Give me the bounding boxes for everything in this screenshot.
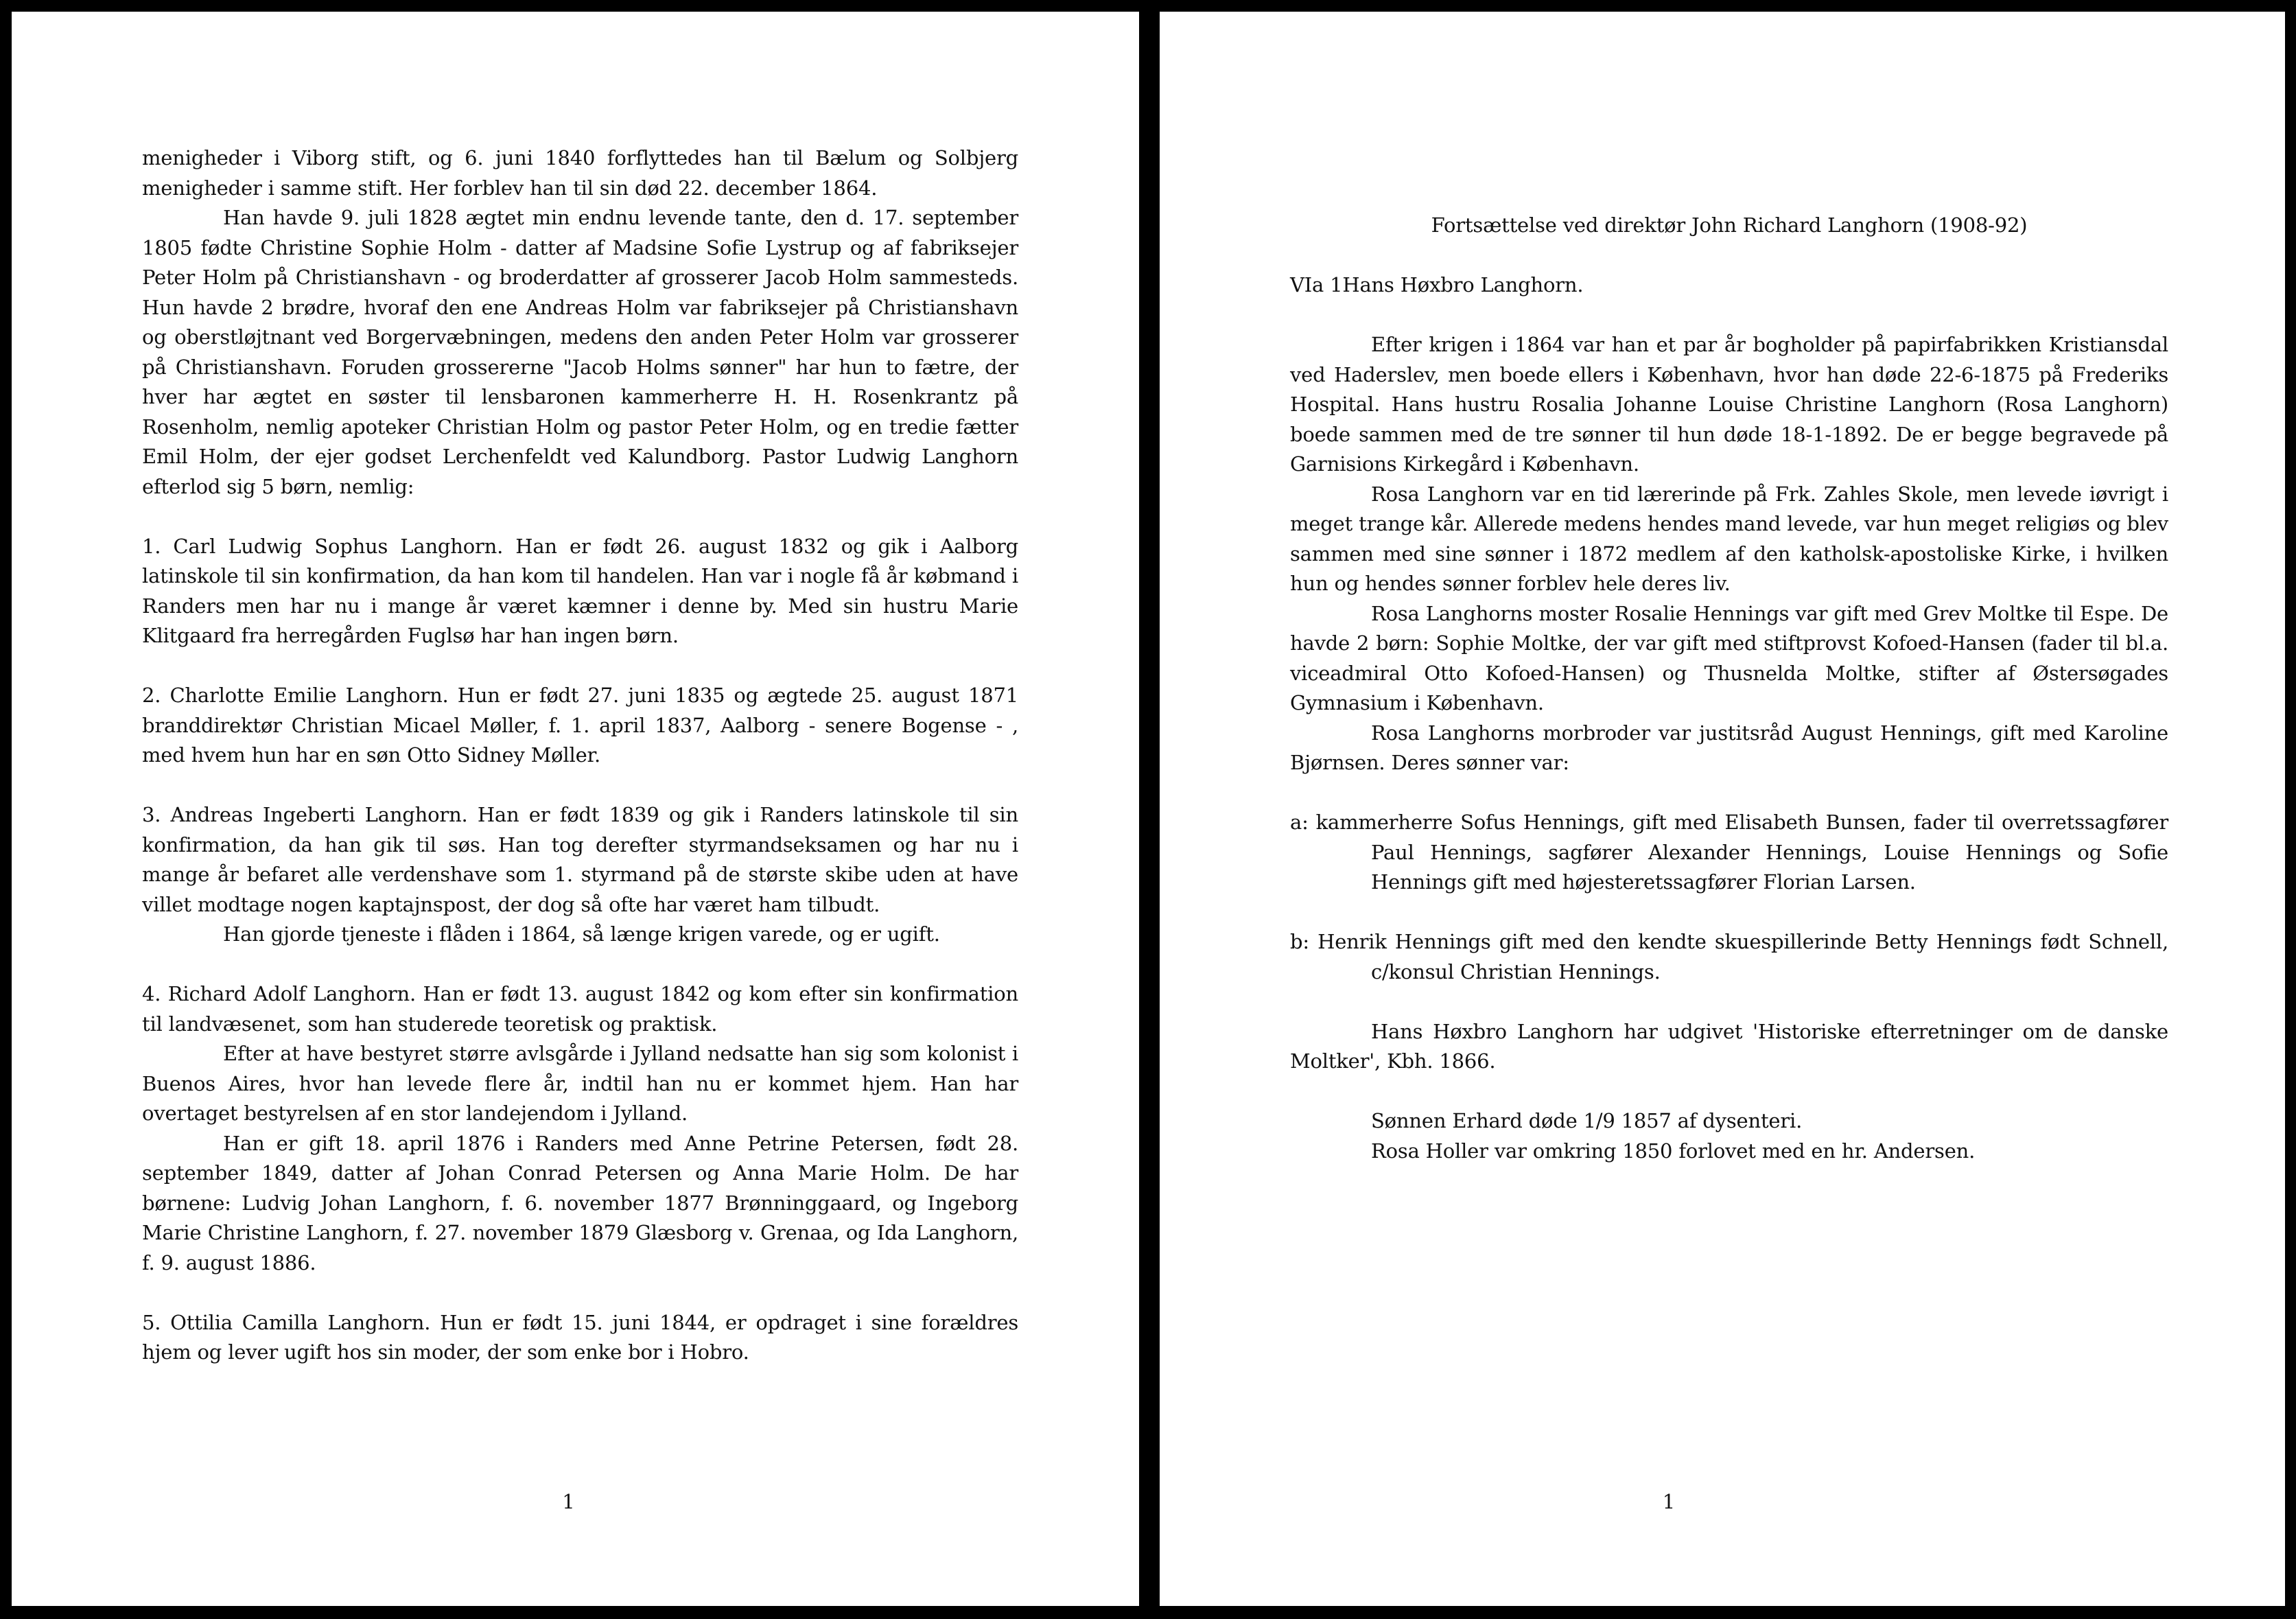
right-page <box>1160 12 2285 1606</box>
left-page-body <box>142 143 1018 1368</box>
paragraph: Efter krigen i 1864 var han et par år bogholder på papirfabrikken Kristiansdal ved Haderslev, men boede ellers i København, hvor han døde 22-6-1875 på Frederiks Hospital. Hans hustru Rosalia Johanne Louise Christine Langhorn (Rosa Langhorn) boede sammen med de tre sønner til hun døde 18-1-1892. De er begge begravede på Garnisions Kirkegård i København. <box>1290 333 2168 476</box>
list-item-b: b: Henrik Hennings gift med den kendte skuespillerinde Betty Hennings født Schnell, c/konsul Christian Hennings. <box>1290 930 2168 983</box>
paragraph: Rosa Langhorn var en tid lærerinde på Frk. Zahles Skole, men levede iøvrigt i meget trange kår. Allerede medens hendes mand levede, var hun meget religiøs og blev sammen med sine sønner i 1872 medlem af den katholsk-apostoliske Kirke, i hvilken hun og hendes sønner forblev hele deres liv. <box>1290 482 2168 595</box>
left-page <box>12 12 1139 1606</box>
child-entry-4: 4. Richard Adolf Langhorn. Han er født 13. august 1842 og kom efter sin konfirmation til landvæsenet, som han studerede teoretisk og praktisk. <box>142 982 1018 1036</box>
child-entry-5: 5. Ottilia Camilla Langhorn. Hun er født 15. juni 1844, er opdraget i sine forældres hjem og lever ugift hos sin moder, der som enke bor i Hobro. <box>142 1310 1018 1364</box>
list-item-a: a: kammerherre Sofus Hennings, gift med Elisabeth Bunsen, fader til overretssagfører Paul Hennings, sagfører Alexander Hennings, Louise Hennings og Sofie Hennings gift med højesteretssagfører Florian Larsen. <box>1290 811 2168 894</box>
paragraph: Han gjorde tjeneste i flåden i 1864, så længe krigen varede, og er ugift. <box>223 922 940 946</box>
page-heading: Fortsættelse ved direktør John Richard Langhorn (1908-92) <box>1431 213 2028 237</box>
child-entry-3: 3. Andreas Ingeberti Langhorn. Han er født 1839 og gik i Randers latinskole til sin konfirmation, da han gik til søs. Han tog derefter styrmandseksamen og har nu i mange år befaret alle verdenshave som 1. styrmand på de største skibe uden at have villet modtage nogen kaptajnspost, der dog så ofte har været ham tilbudt. <box>142 803 1018 916</box>
paragraph: Hans Høxbro Langhorn har udgivet 'Historiske efterretninger om de danske Moltker', Kbh. 1866. <box>1290 1019 2168 1073</box>
page-number: 1 <box>1662 1490 1676 1513</box>
section-title: VIa 1Hans Høxbro Langhorn. <box>1290 273 1584 296</box>
page-number: 1 <box>562 1490 575 1513</box>
paragraph: menigheder i Viborg stift, og 6. juni 1840 forflyttedes han til Bælum og Solbjerg menigheder i samme stift. Her forblev han til sin død 22. december 1864. <box>142 146 1018 200</box>
right-page-body <box>1290 211 2168 1166</box>
paragraph: Han havde 9. juli 1828 ægtet min endnu levende tante, den d. 17. september 1805 fødte Christine Sophie Holm - datter af Madsine Sofie Lystrup og af fabriksejer Peter Holm på Christianshavn - og broderdatter af grosserer Jacob Holm sammesteds. Hun havde 2 brødre, hvoraf den ene Andreas Holm var fabriksejer på Christianshavn og oberstløjtnant ved Borgervæbningen, medens den anden Peter Holm var grosserer på Christianshavn. Foruden grossererne "Jacob Holms sønner" har hun to fætre, der hver har ægtet en søster til lensbaronen kammerherre H. H. Rosenkrantz på Rosenholm, nemlig apoteker Christian Holm og pastor Peter Holm, og en tredie fætter Emil Holm, der ejer godset Lerchenfeldt ved Kalundborg. Pastor Ludwig Langhorn efterlod sig 5 børn, nemlig: <box>142 206 1018 498</box>
note-line: Sønnen Erhard døde 1/9 1857 af dysenteri. <box>1371 1109 1803 1132</box>
child-entry-1: 1. Carl Ludwig Sophus Langhorn. Han er født 26. august 1832 og gik i Aalborg latinskole til sin konfirmation, da han kom til handelen. Han var i nogle få år købmand i Randers men har nu i mange år været kæmner i denne by. Med sin hustru Marie Klitgaard fra herregården Fuglsø har han ingen børn. <box>142 534 1018 647</box>
note-line: Rosa Holler var omkring 1850 forlovet med en hr. Andersen. <box>1371 1139 1976 1163</box>
paragraph: Rosa Langhorns moster Rosalie Hennings var gift med Grev Moltke til Espe. De havde 2 børn: Sophie Moltke, der var gift med stiftprovst Kofoed-Hansen (fader til bl.a. viceadmiral Otto Kofoed-Hansen) og Thusnelda Moltke, stifter af Østersøgades Gymnasium i København. <box>1290 601 2168 714</box>
paragraph: Rosa Langhorns morbroder var justitsråd August Hennings, gift med Karoline Bjørnsen. Deres sønner var: <box>1290 721 2168 774</box>
paragraph: Efter at have bestyret større avlsgårde i Jylland nedsatte han sig som kolonist i Buenos Aires, hvor han levede flere år, indtil han nu er kommet hjem. Han har overtaget bestyrelsen af en stor landejendom i Jylland. <box>142 1042 1018 1125</box>
paragraph: Han er gift 18. april 1876 i Randers med Anne Petrine Petersen, født 28. september 1849, datter af Johan Conrad Petersen og Anna Marie Holm. De har børnene: Ludvig Johan Langhorn, f. 6. november 1877 Brønninggaard, og Ingeborg Marie Christine Langhorn, f. 27. november 1879 Glæsborg v. Grenaa, og Ida Langhorn, f. 9. august 1886. <box>142 1131 1018 1274</box>
child-entry-2: 2. Charlotte Emilie Langhorn. Hun er født 27. juni 1835 og ægtede 25. august 1871 branddirektør Christian Micael Møller, f. 1. april 1837, Aalborg - senere Bogense - , med hvem hun har en søn Otto Sidney Møller. <box>142 684 1018 767</box>
